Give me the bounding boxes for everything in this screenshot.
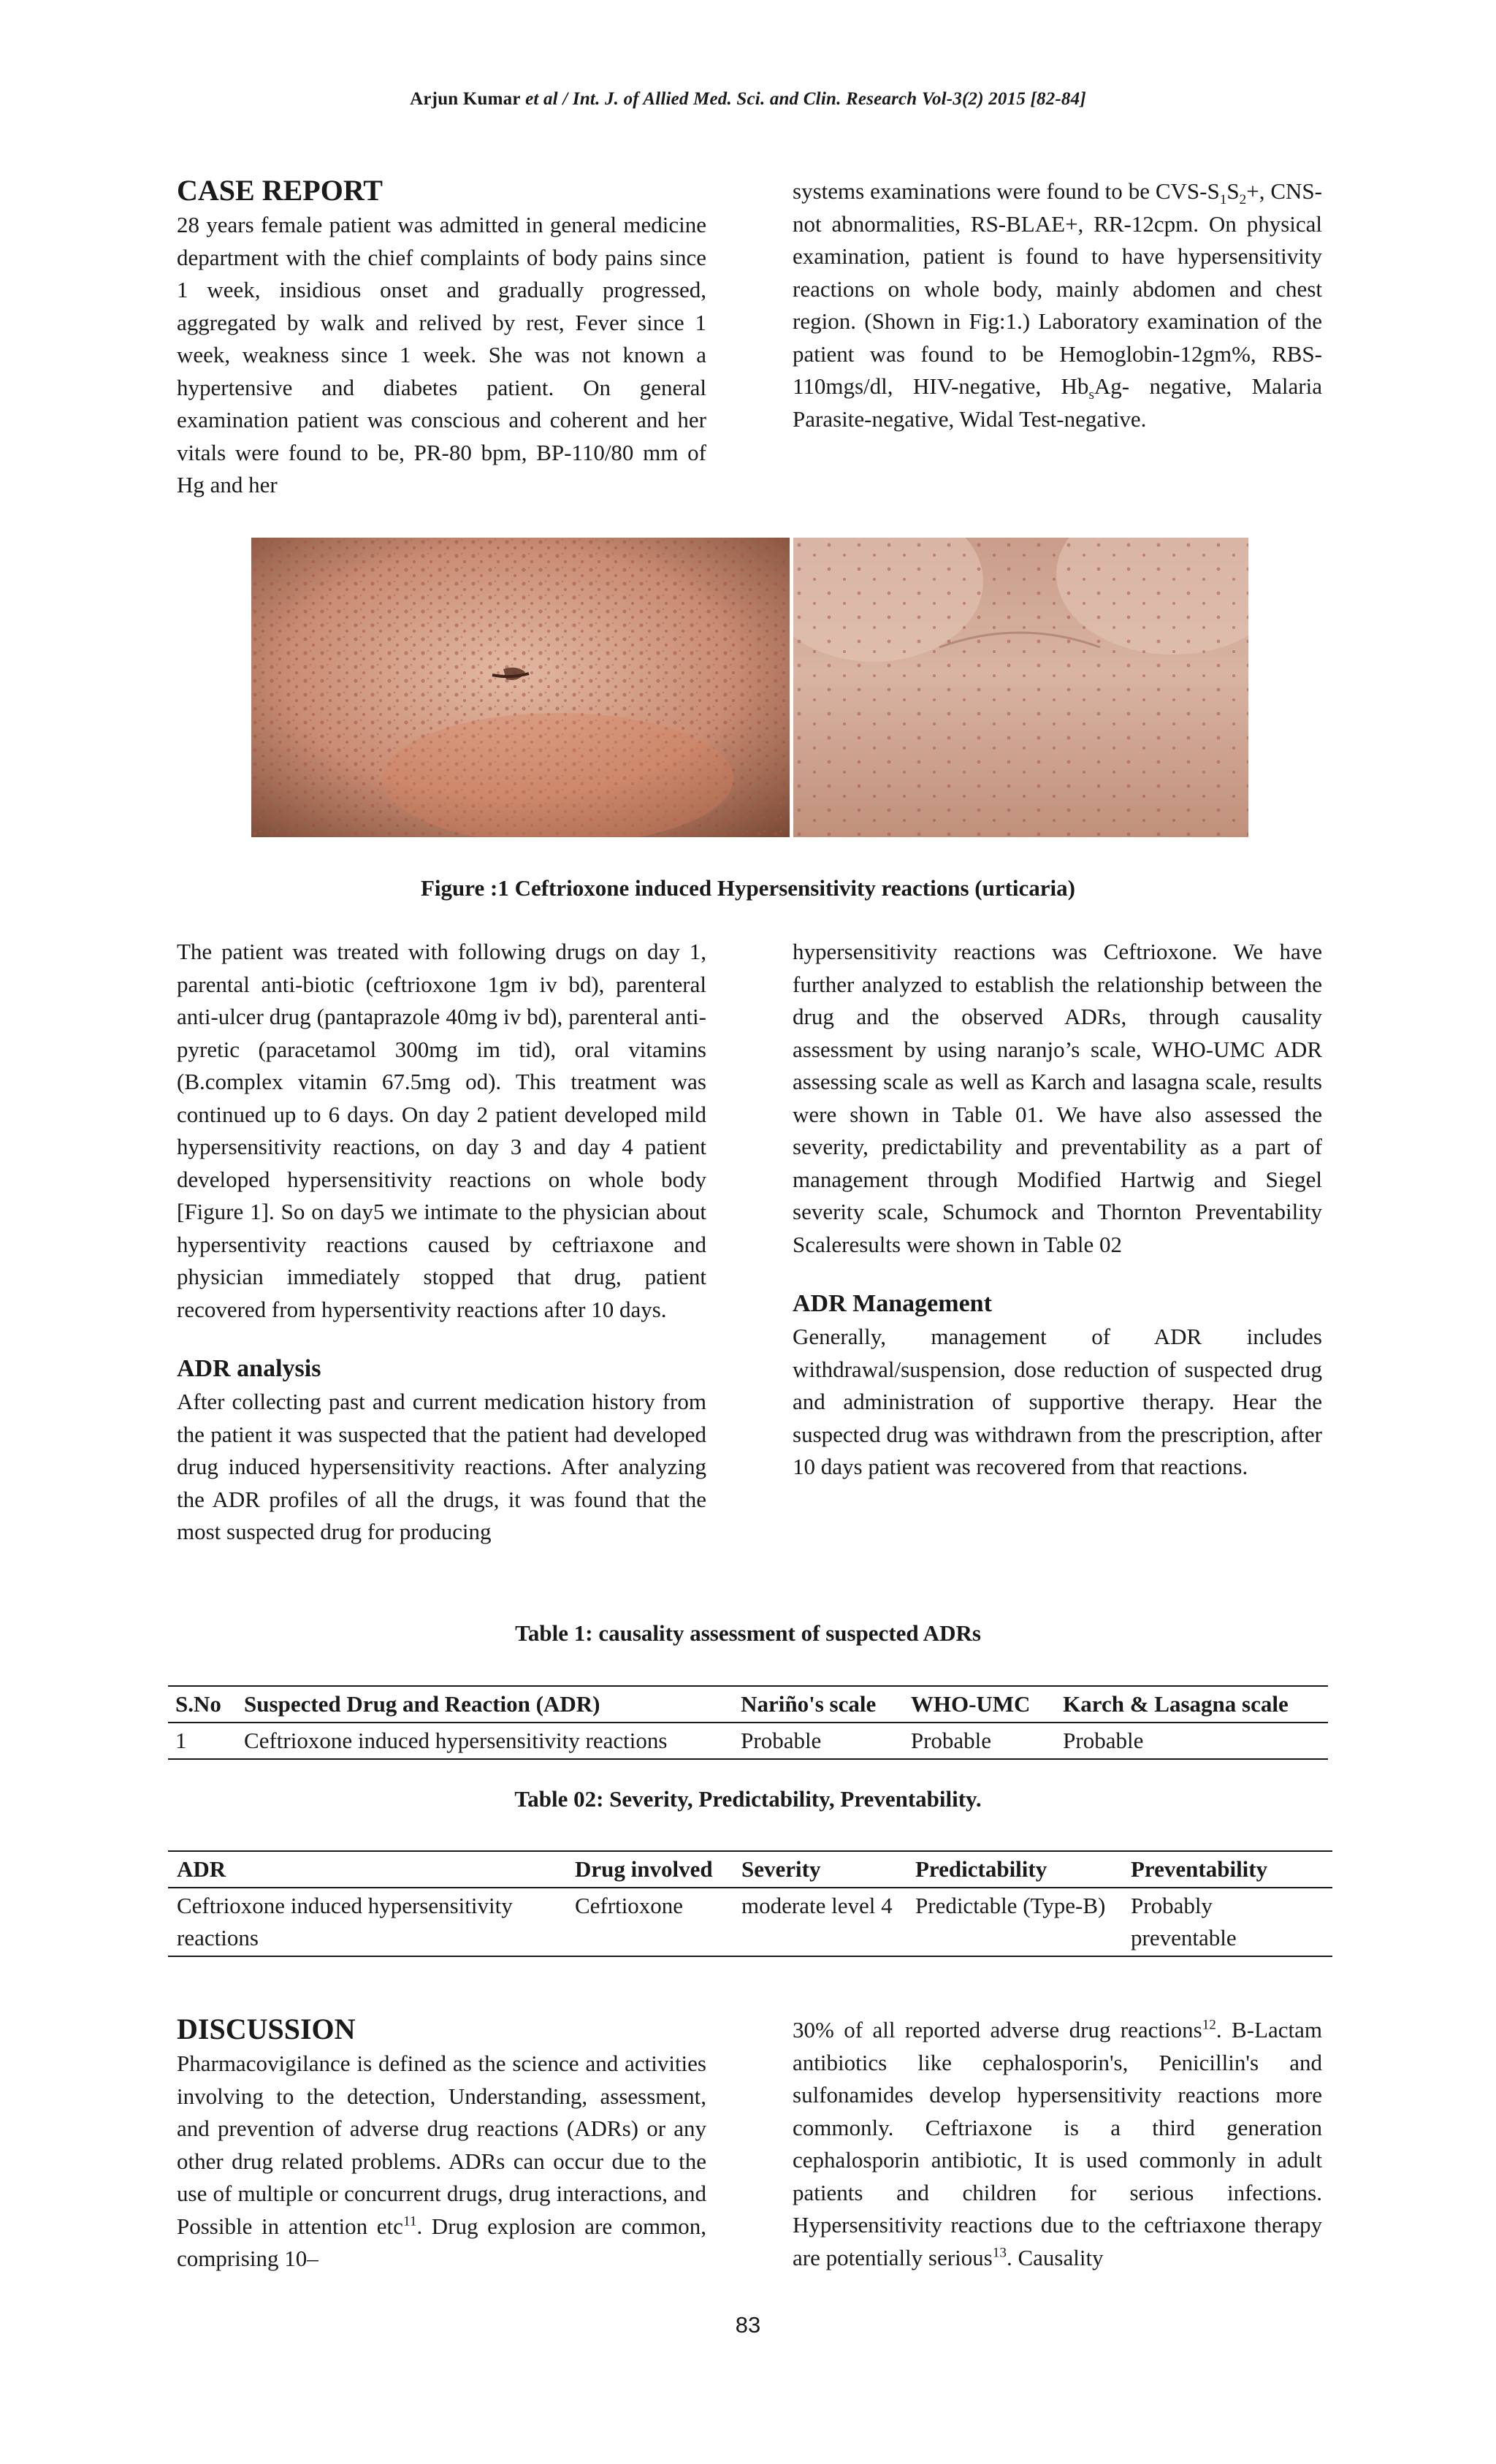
case-report-right-column [793,175,1322,435]
citation-12: 12 [1202,2017,1216,2033]
table1-header-row [168,1686,1328,1723]
abdomen-photo [251,538,790,837]
table2-header-cell: Predictability [907,1851,1122,1888]
table-row [168,1723,1328,1759]
discussion-left-column [177,2011,706,2276]
table2-title: Table 02: Severity, Predictability, Preventability. [514,1786,982,1812]
discussion-paragraph: Pharmacovigilance is defined as the science and activities involving to the detection, Understanding, assessment, and prevention of adverse drug reactions (ADRs) or any other drug related problems. ADRs can occur due to the use of multiple or concurrent drugs, drug interactions, and Possible in attention etc$^{11}$. Drug explosion are common, comprising 10– [177,2051,706,2271]
table2-cell: moderate level 4 [733,1888,907,1956]
citation-13: 13 [992,2245,1007,2261]
case-report-continuation: systems examinations were found to be CVS-$S_1S_2+$, CNS-not abnormalities, RS-BLAE+, RR-12cpm. On physical examination, patient is found to have hypersensitivity reactions on whole body, mainly abdomen and chest region. (Shown in Fig:1.) Laboratory examination of the patient was found to be Hemoglobin-12gm%, RBS-110mgs/dl, HIV-negative, $Hb_sAg-$ negative, Malaria Parasite-negative, Widal Test-negative. [793,178,1322,432]
table1-header-cell: WHO-UMC [904,1686,1056,1723]
adr-management-heading: ADR Management [793,1290,992,1317]
figure-1 [251,538,1248,837]
table2-cell: Cefrtioxone [566,1888,733,1956]
treatment-right-column [793,936,1322,1484]
chest-photo [793,538,1248,837]
table2-header-cell: Severity [733,1851,907,1888]
table1-title: Table 1: causality assessment of suspected ADRs [515,1620,981,1646]
table-row [168,1888,1332,1956]
treatment-continuation: hypersensitivity reactions was Ceftrioxone. We have further analyzed to establish the relationship between the drug and the observed ADRs, through causality assessment by using naranjo’s scale, WHO-UMC ADR assessing scale as well as Karch and lasagna scale, results were shown in Table 01. We have also assessed the severity, predictability and preventability as a part of management through Modified Hartwig and Siegel severity scale, Schumock and Thornton Preventability Scaleresults were shown in Table 02 [793,939,1322,1257]
header-author: Arjun Kumar [410,89,521,109]
discussion-heading: DISCUSSION [177,2013,356,2045]
page-number: 83 [735,2312,761,2338]
case-report-left-column [177,172,706,502]
table2-header-row [168,1851,1332,1888]
table2-header-cell: Preventability [1122,1851,1332,1888]
table1-causality [168,1685,1328,1760]
citation-11: 11 [402,2213,417,2230]
table1-cell: 1 [168,1723,237,1759]
case-report-heading: CASE REPORT [177,174,383,207]
case-report-paragraph: 28 years female patient was admitted in general medicine department with the chief complaints of body pains since 1 week, insidious onset and gradually progressed, aggregated by walk and relived by rest, Fever since 1 week, weakness since 1 week. She was not known a hypertensive and diabetes patient. On general examination patient was conscious and coherent and her vitals were found to be, PR-80 bpm, BP-110/80 mm of Hg and her [177,212,706,497]
header-journal: / Int. J. of Allied Med. Sci. and Clin. Research Vol-3(2) 2015 [82-84] [562,89,1086,109]
table2-cell: Ceftrioxone induced hypersensitivity reactions [168,1888,566,1956]
table1-cell: Probable [733,1723,904,1759]
adr-analysis-heading: ADR analysis [177,1355,321,1382]
table2-header-cell: ADR [168,1851,566,1888]
table2-severity [168,1850,1332,1957]
table2-cell: Predictable (Type-B) [907,1888,1122,1956]
table1-header-cell: Suspected Drug and Reaction (ADR) [237,1686,733,1723]
table1-header-cell: Nariño's scale [733,1686,904,1723]
table1-header-cell: S.No [168,1686,237,1723]
header-etal: et al [525,89,558,109]
table2-cell: Probably preventable [1122,1888,1332,1956]
treatment-left-column [177,936,706,1549]
table1-cell: Ceftrioxone induced hypersensitivity reactions [237,1723,733,1759]
table2-header-cell: Drug involved [566,1851,733,1888]
discussion-continuation: 30% of all reported adverse drug reactions$^{12}$. B-Lactam antibiotics like cephalosporin's, Penicillin's and sulfonamides develop hypersensitivity reactions more commonly. Ceftriaxone is a third generation cephalosporin antibiotic, It is used commonly in adult patients and children for serious infections. Hypersensitivity reactions due to the ceftriaxone therapy are potentially serious$^{13}$. Causality [793,2017,1322,2270]
adr-analysis-paragraph: After collecting past and current medication history from the patient it was suspected that the patient had developed drug induced hypersensitivity reactions. After analyzing the ADR profiles of all the drugs, it was found that the most suspected drug for producing [177,1389,706,1544]
table1-cell: Probable [1056,1723,1328,1759]
adr-management-paragraph: Generally, management of ADR includes withdrawal/suspension, dose reduction of suspected drug and administration of supportive therapy. Hear the suspected drug was withdrawn from the prescription, after 10 days patient was recovered from that reactions. [793,1324,1322,1479]
running-header [0,89,1496,110]
treatment-paragraph: The patient was treated with following drugs on day 1, parental anti-biotic (ceftrioxone 1gm iv bd), parenteral anti-ulcer drug (pantaprazole 40mg iv bd), parenteral anti-pyretic (paracetamol 300mg im tid), oral vitamins (B.complex vitamin 67.5mg od). This treatment was continued up to 6 days. On day 2 patient developed mild hypersensitivity reactions, on day 3 and day 4 patient developed hypersensitivity reactions on whole body [Figure 1]. So on day5 we intimate to the physician about hypersentivity reactions caused by ceftriaxone and physician immediately stopped that drug, patient recovered from hypersentivity reactions after 10 days. [177,939,706,1322]
discussion-right-column [793,2014,1322,2274]
figure-caption: Figure :1 Ceftrioxone induced Hypersensitivity reactions (urticaria) [421,875,1075,901]
table1-header-cell: Karch & Lasagna scale [1056,1686,1328,1723]
table1-cell: Probable [904,1723,1056,1759]
